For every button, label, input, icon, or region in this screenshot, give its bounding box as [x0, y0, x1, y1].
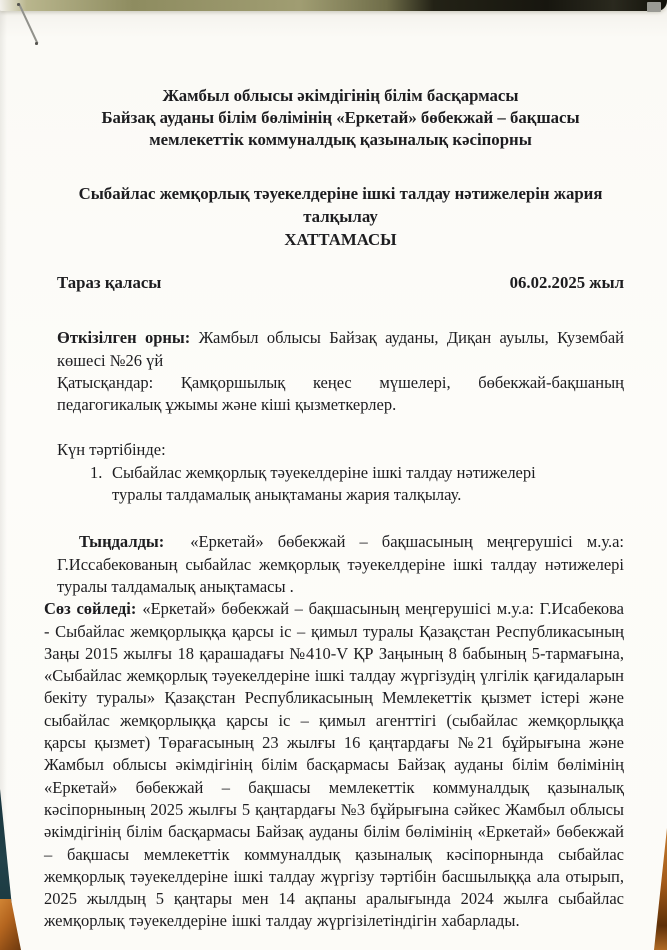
document-title	[57, 182, 624, 251]
participants-paragraph	[57, 372, 624, 417]
participants-label: Қатысқандар:	[57, 372, 154, 392]
heard-label: Тыңдалды:	[79, 532, 165, 552]
heard-text: «Еркетай» бөбекжай – бақшасының меңгерушісі м.у.а: Г.Иссабекованың сыбайлас жемқорлық тәуекелдеріне ішкі талдау нәтижелері туралы талдамалық анықтамасы .	[57, 532, 624, 596]
venue-text: Жамбыл облысы Байзақ ауданы, Диқан ауылы, Кузембай көшесі №26 үй	[57, 328, 625, 370]
agenda-item-text: Сыбайлас жемқорлық тәуекелдеріне ішкі талдау нәтижелері туралы талдамалық анықтаманы жария талқылау.	[112, 462, 536, 505]
agenda-heading: Күн тәртібінде:	[57, 440, 166, 460]
venue-participants-block	[57, 327, 624, 416]
document-header	[57, 85, 624, 151]
agenda-item	[57, 462, 624, 507]
title-doctype-line: ХАТТАМАСЫ	[284, 230, 397, 249]
venue-label: Өткізілген орны:	[57, 328, 191, 348]
city-date-row	[57, 272, 624, 294]
participants-text: Қамқоршылық кеңес мүшелері, бөбекжай-бақшаның педагогикалық ұжымы және кіші қызметкерлер.	[57, 372, 624, 415]
heard-paragraph	[57, 531, 624, 598]
speech-paragraph	[44, 598, 624, 932]
speech-text: «Еркетай» бөбекжай – бақшасының меңгерушісі м.у.а: Г.Исабекова - Сыбайлас жемқорлыққа қарсы іс – қимыл туралы Қазақстан Республикасының Заңы 2015 жылғы 18 қарашадағы №410-V ҚР Заңының 8 бабының 5-тармағына, «Сыбайлас жемқорлық тәуекелдеріне ішкі талдау жүргізудің үлгілік қағидаларын бекіту туралы» Қазақстан Республикасының Мемлекеттік қызмет істері және сыбайлас жемқорлыққа қарсы іс – қимыл агенттігі (сыбайлас жемқорлыққа қарсы қызмет) Төрағасының 23 жылғы 16 қаңтардағы №21 бұйрығына және Жамбыл облысы әкімдігінің білім басқармасы Байзақ ауданы білім бөлімінің «Еркетай» бөбекжай – бақшасы мемлекеттік коммуналдық қазыналық кәсіпорнының 2025 жылғы 5 қаңтардағы №3 бұйрығына сәйкес Жамбыл облысы әкімдігінің білім басқармасы Байзақ ауданы білім бөлімінің «Еркетай» бөбекжай – бақшасы мемлекеттік коммуналдық қазыналық кәсіпорнында сыбайлас жемқорлық тәуекелдеріне ішкі талдау жүргізу тәртібін басшылыққа ала отырып, 2025 жылдың 5 қаңтары мен 14 ақпаны аралығында 2024 жылға сыбайлас жемқорлық тәуекелдеріне ішкі талдау жүргізілетіндігін хабарлады.	[44, 599, 625, 931]
header-line-2: Байзақ ауданы білім бөлімінің «Еркетай» бөбекжай – бақшасы	[101, 108, 580, 127]
header-line-3: мемлекеттік коммуналдық қазыналық кәсіпорны	[149, 130, 532, 149]
speech-label: Сөз сөйледі:	[44, 599, 137, 619]
date-label: 06.02.2025 жыл	[509, 273, 624, 292]
venue-paragraph	[57, 327, 624, 372]
title-subject-line: Сыбайлас жемқорлық тәуекелдеріне ішкі талдау нәтижелерін жария талқылау	[78, 184, 603, 226]
header-line-1: Жамбыл облысы әкімдігінің білім басқармасы	[162, 86, 519, 105]
agenda-section	[57, 439, 624, 506]
agenda-item-number: 1.	[90, 462, 103, 482]
city-label: Тараз қаласы	[57, 273, 162, 292]
